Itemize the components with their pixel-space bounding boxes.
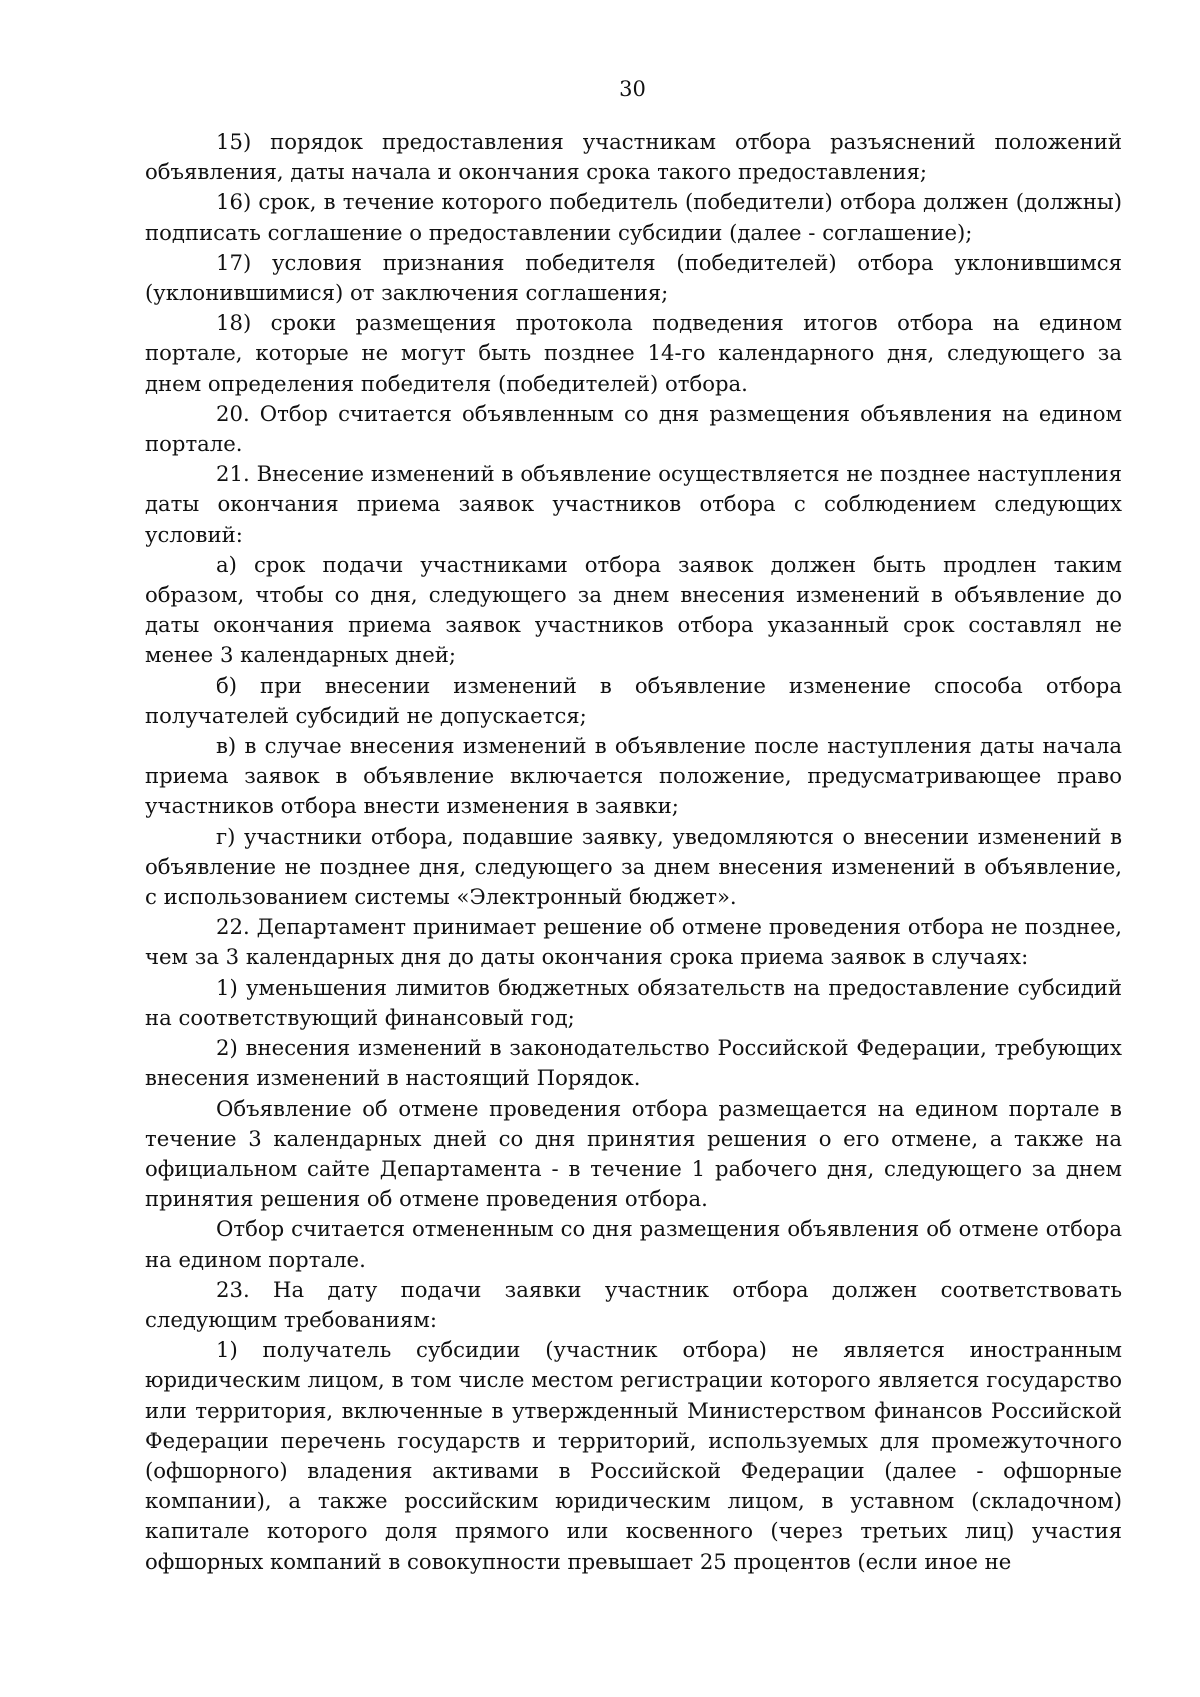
paragraph-clause-23-item-1: 1) получатель субсидии (участник отбора) не является иностранным юридическим лицом, в том числе местом регистрации которого является государство или территория, включенные в утвержденный Министерством финансов Российской Федерации перечень государств и территорий, используемых для промежуточного (офшорного) владения активами в Российской Федерации (далее - офшорные компании), а также российским юридическим лицом, в уставном (складочном) капитале которого доля прямого или косвенного (через третьих лиц) участия офшорных компаний в совокупности превышает 25 процентов (если иное не xyxy=(145,1337,1122,1574)
paragraph-clause-22-item-1: 1) уменьшения лимитов бюджетных обязательств на предоставление субсидий на соответствующий финансовый год; xyxy=(145,974,1122,1030)
paragraph-cancellation-effective: Отбор считается отмененным со дня размещения объявления об отмене отбора на едином портале. xyxy=(145,1216,1122,1272)
document-body xyxy=(145,127,1122,1577)
paragraph-clause-20: 20. Отбор считается объявленным со дня размещения объявления на едином портале. xyxy=(145,400,1122,457)
paragraph-item-17: 17) условия признания победителя (победителей) отбора уклонившимся (уклонившимися) от заключения соглашения; xyxy=(145,249,1122,306)
paragraph-subitem-g: г) участники отбора, подавшие заявку, уведомляются о внесении изменений в объявление не позднее дня, следующего за днем внесения изменений в объявление, с использованием системы «Электронный бюджет». xyxy=(145,823,1122,910)
paragraph-subitem-b: б) при внесении изменений в объявление изменение способа отбора получателей субсидий не допускается; xyxy=(145,672,1122,728)
paragraph-clause-23: 23. На дату подачи заявки участник отбора должен соответствовать следующим требованиям: xyxy=(145,1276,1122,1332)
paragraph-clause-22-item-2: 2) внесения изменений в законодательство Российской Федерации, требующих внесения изменений в настоящий Порядок. xyxy=(145,1035,1122,1091)
paragraph-item-18: 18) сроки размещения протокола подведения итогов отбора на едином портале, которые не могут быть позднее 14-го календарного дня, следующего за днем определения победителя (победителей) отбора. xyxy=(145,310,1122,396)
page-number: 30 xyxy=(619,77,646,101)
paragraph-subitem-a: а) срок подачи участниками отбора заявок должен быть продлен таким образом, чтобы со дня, следующего за днем внесения изменений в объявление до даты окончания приема заявок участников отбора указанный срок составлял не менее 3 календарных дней; xyxy=(145,551,1122,668)
paragraph-clause-21: 21. Внесение изменений в объявление осуществляется не позднее наступления даты окончания приема заявок участников отбора с соблюдением следующих условий: xyxy=(145,461,1122,547)
paragraph-clause-22: 22. Департамент принимает решение об отмене проведения отбора не позднее, чем за 3 календарных дня до даты окончания срока приема заявок в случаях: xyxy=(145,914,1122,970)
paragraph-item-15: 15) порядок предоставления участникам отбора разъяснений положений объявления, даты начала и окончания срока такого предоставления; xyxy=(145,129,1122,185)
paragraph-item-16: 16) срок, в течение которого победитель (победители) отбора должен (должны) подписать соглашение о предоставлении субсидии (далее - соглашение); xyxy=(145,189,1122,245)
paragraph-subitem-v: в) в случае внесения изменений в объявление после наступления даты начала приема заявок в объявление включается положение, предусматривающее право участников отбора внести изменения в заявки; xyxy=(145,733,1122,819)
paragraph-cancellation-announcement: Объявление об отмене проведения отбора размещается на едином портале в течение 3 календарных дней со дня принятия решения о его отмене, а также на официальном сайте Департамента - в течение 1 рабочего дня, следующего за днем принятия решения об отмене проведения отбора. xyxy=(145,1095,1122,1212)
